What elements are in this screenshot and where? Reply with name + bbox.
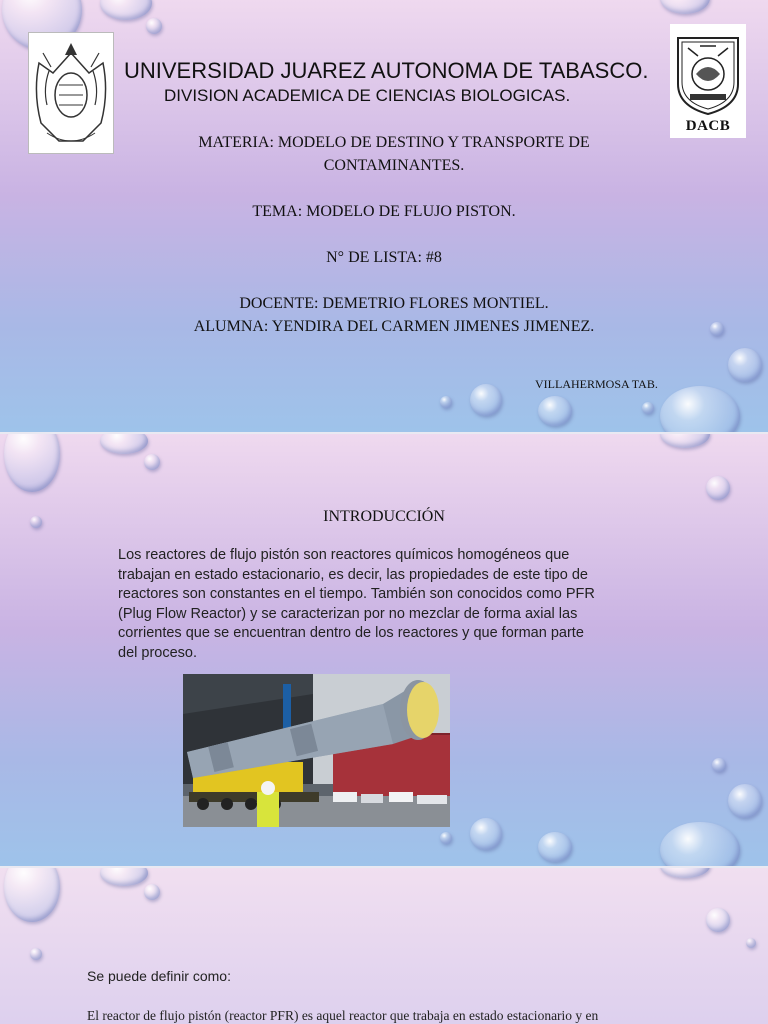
water-drop-decoration [642,402,654,414]
water-drop-decoration [100,432,148,454]
water-drop-decoration [728,348,762,382]
paragraph-line: Los reactores de flujo pistón son reactores químicos homogéneos que [118,547,570,563]
plug-flow-reactor-photo [183,674,450,827]
water-drop-decoration [30,948,42,960]
definition-text: El reactor de flujo pistón (reactor PFR) es aquel reactor que trabaja en estado estacionario y en [87,1008,599,1023]
materia-line-2: CONTAMINANTES. [323,157,465,174]
division-name: DIVISION ACADEMICA DE CIENCIAS BIOLOGICAS. [164,86,571,105]
water-drop-decoration [146,18,162,34]
water-drop-decoration [728,784,762,818]
water-drop-decoration [144,454,160,470]
water-drop-decoration [712,758,726,772]
university-name: UNIVERSIDAD JUAREZ AUTONOMA DE TABASCO. [124,58,649,83]
water-drop-decoration [100,0,152,20]
paragraph-line: corrientes que se encuentran dentro de los reactores y que forman parte [118,625,584,641]
water-drop-decoration [660,0,710,14]
paragraph-line: del proceso. [118,644,197,661]
alumna-line: ALUMNA: YENDIRA DEL CARMEN JIMENES JIMENEZ. [193,318,595,335]
water-drop-decoration [538,832,572,862]
water-drop-decoration [660,866,710,878]
water-drop-decoration [706,908,730,932]
tema-line: TEMA: MODELO DE FLUJO PISTON. [252,203,516,220]
definition-intro: Se puede definir como: [87,968,231,984]
title-slide [0,0,768,432]
water-drop-decoration [440,832,452,844]
paragraph-line: (Plug Flow Reactor) y se caracterizan por no mezclar de forma axial las [118,605,578,622]
paragraph-line: trabajan en estado estacionario, es decir, las propiedades de este tipo de [118,566,588,583]
water-drop-decoration [4,432,60,492]
water-drop-decoration [144,884,160,900]
materia-line-1: MATERIA: MODELO DE DESTINO Y TRANSPORTE DE [198,134,590,151]
water-drop-decoration [660,822,740,866]
water-drop-decoration [538,396,572,426]
intro-paragraph [118,546,658,663]
water-drop-decoration [440,396,452,408]
dacb-label: DACB [685,118,731,134]
slide-title: INTRODUCCIÓN [323,508,445,525]
location-line: VILLAHERMOSA TAB. [535,377,658,391]
water-drop-decoration [4,866,60,922]
water-drop-decoration [470,384,502,416]
lista-line: N° DE LISTA: #8 [326,249,442,266]
water-drop-decoration [100,866,148,886]
water-drop-decoration [746,938,756,948]
water-drop-decoration [660,432,710,448]
definition-slide [0,866,768,1024]
water-drop-decoration [470,818,502,850]
paragraph-line: reactores son constantes en el tiempo. También son conocidos como PFR [118,586,595,602]
water-drop-decoration [706,476,730,500]
docente-line: DOCENTE: DEMETRIO FLORES MONTIEL. [239,295,549,312]
introduction-slide [0,432,768,866]
water-drop-decoration [660,386,740,432]
